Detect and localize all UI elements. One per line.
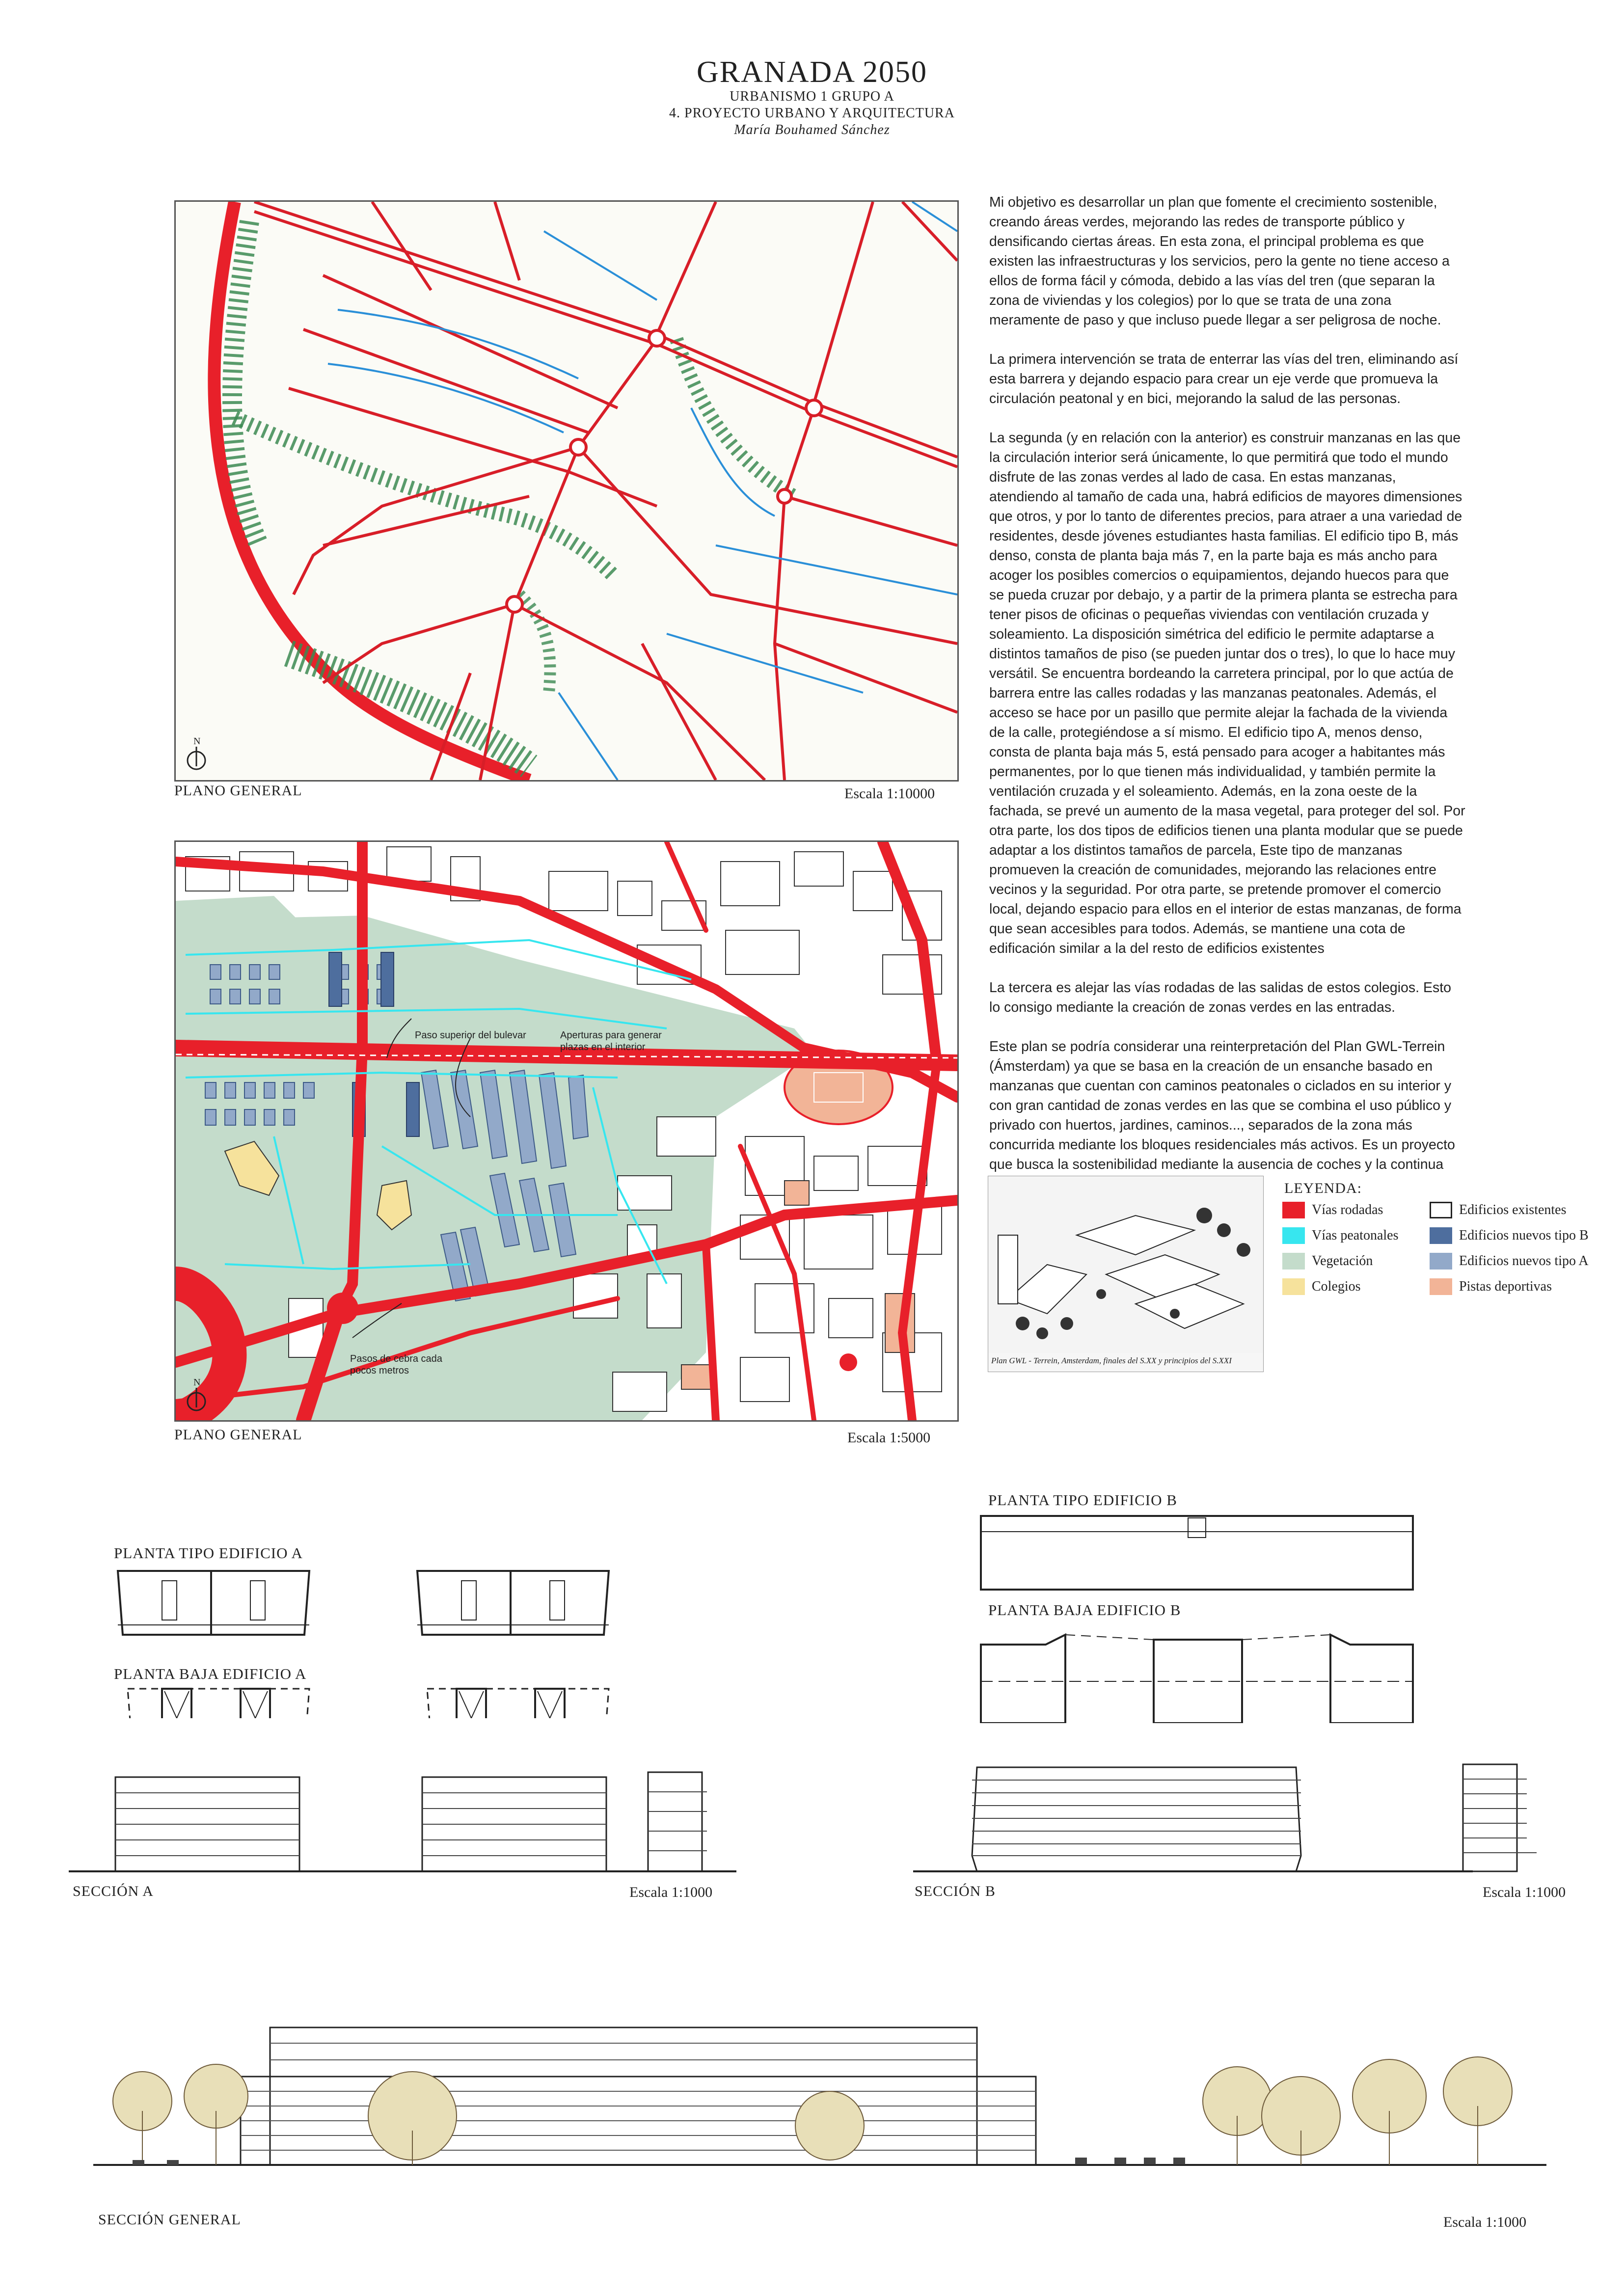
section-a-title: SECCIÓN A	[73, 1883, 154, 1899]
paragraph-4: La tercera es alejar las vías rodadas de las salidas de estos colegios. Esto lo consigo mediante la creación de zonas verdes en las entradas.	[989, 980, 1452, 1015]
legend-swatch-typeb	[1430, 1227, 1452, 1244]
section-general-title: SECCIÓN GENERAL	[98, 2212, 241, 2228]
legend-item-veg	[1282, 1253, 1399, 1270]
section-a-drawing	[69, 1767, 736, 1880]
legend-item-roads	[1282, 1202, 1399, 1218]
map-2-caption: PLANO GENERAL	[174, 1427, 302, 1443]
map-general-2	[174, 840, 959, 1422]
legend-label: Edificios nuevos tipo A	[1459, 1253, 1589, 1269]
map-2-scale: Escala 1:5000	[847, 1430, 931, 1446]
map-1-north-label: N	[193, 736, 201, 747]
legend-swatch-veg	[1282, 1253, 1305, 1270]
section-b-drawing	[913, 1762, 1473, 1880]
note-cebra-2: pocos metros	[350, 1365, 409, 1376]
map-1-scale: Escala 1:10000	[844, 785, 935, 802]
legend-item-typea	[1430, 1253, 1589, 1270]
legend-swatch-ped	[1282, 1227, 1305, 1244]
paragraph-3: La segunda (y en relación con la anterior) es construir manzanas en las que la circulación interior será únicamente, lo que permitirá que todo el mundo disfrute de las zonas verdes al lado de casa. En estas manzanas, atendiendo al tamaño de cada una, habrá edificios de mayores dimensiones que otros, y por lo tanto de diferentes precios, para atraer a una variedad de residentes, desde jóvenes estudiantes hasta familias. El edificio tipo B, más denso, consta de planta baja más 7, en la parte baja es más ancho para acoger los posibles comercios o equipamientos, dejando huecos para que se pueda cruzar por debajo, y a partir de la primera planta se estrecha para tener pisos de oficinas o pequeñas viviendas con ventilación cruzada y soleamiento. La disposición simétrica del edificio le permite adaptarse a distintos tamaños de piso (se pueden juntar dos o tres), lo que lo hace muy versátil. Se encuentra bordeando la carretera principal, por lo que actúa de barrera entre las calles rodadas y las manzanas peatonales. Además, el acceso se hace por un pasillo que permite alejar la fachada de la vivienda de la calle, protegiéndose a sí mismo. El edificio tipo A, menos denso, consta de planta baja más 5, está pensado para acoger a habitantes más permanentes, por lo que tienen más individualidad, y también permite la ventilación cruzada y el soleamiento. Además, en la zona oeste de la fachada, se prevé un aumento de la masa vegetal, para proteger del sol. Por otra parte, los dos tipos de edificios tienen una planta modular que se puede adaptar a los distintos tamaños de parcela, Este tipo de manzanas promueven la creación de comunidades, mejorando las relaciones entre vecinos y la seguridad. Por otra parte, se pretende promover el comercio local, dejando espacio para ellos en el interior de estas manzanas, de forma que sean accesibles para todos. Además, se mantiene una cota de edificación similar a la del resto de edificios existentes	[989, 430, 1465, 956]
legend-label: Edificios nuevos tipo B	[1459, 1228, 1589, 1243]
planta-baja-b-title: PLANTA BAJA EDIFICIO B	[988, 1601, 1181, 1619]
planta-tipo-b-title: PLANTA TIPO EDIFICIO B	[988, 1491, 1177, 1509]
planta-tipo-a-title: PLANTA TIPO EDIFICIO A	[114, 1544, 303, 1562]
section-general-scale: Escala 1:1000	[1443, 2214, 1527, 2230]
paragraph-2: La primera intervención se trata de enterrar las vías del tren, eliminando así esta barrera y dejando espacio para crear un eje verde que promueva la circulación peatonal y en bici, mejorando la salud de las personas.	[989, 351, 1459, 406]
note-aperturas-1: Aperturas para generar	[560, 1030, 662, 1041]
legend-col-1	[1282, 1202, 1399, 1295]
legend-item-typeb	[1430, 1227, 1589, 1244]
map-1-drawing	[176, 202, 957, 780]
paragraph-5: Este plan se podría considerar una reinterpretación del Plan GWL-Terrein (Ámsterdam) ya que se basa en la creación de un ensanche basado en manzanas que cuentan con caminos peatonales o ciclados en su interior y con gran cantidad de zonas verdes en las que se combina el uso público y privado con huertos, jardines, caminos..., separados de la zona más concurrida mediante los bloques residenciales más activos. Es un proyecto que busca la sostenibilidad mediante la ausencia de coches y la continua	[989, 1039, 1455, 1172]
map-general-1	[174, 200, 959, 782]
plans-building-a	[113, 1566, 614, 1718]
map-2-drawing	[176, 842, 957, 1420]
legend-label: Vegetación	[1312, 1253, 1373, 1269]
note-cebra-1: Pasos de cebra cada	[350, 1353, 442, 1364]
plans-building-b	[977, 1512, 1419, 1723]
map-2-north-label: N	[193, 1377, 201, 1388]
legend-swatch-schools	[1282, 1278, 1305, 1295]
description-text	[989, 192, 1465, 1214]
legend-item-existing	[1430, 1202, 1589, 1218]
legend-swatch-typea	[1430, 1253, 1452, 1270]
legend-item-ped	[1282, 1227, 1399, 1244]
page-title: GRANADA 2050	[696, 55, 928, 89]
paragraph-1: Mi objetivo es desarrollar un plan que fomente el crecimiento sostenible, creando áreas verdes, mejorando las redes de transporte público y densificando ciertas áreas. En esta zona, el principal problema es que existen las infraestructuras y los servicios, pero la gente no tiene acceso a ellos de forma fácil y cómoda, debido a las vías del tren (que separan la zona de viviendas y los colegios) por lo que se trata de una zona meramente de paso y que incluso puede llegar a ser peligrosa de noche.	[989, 194, 1450, 328]
section-b-cut	[1453, 1759, 1551, 1872]
subtitle-project: 4. PROYECTO URBANO Y ARQUITECTURA	[669, 106, 955, 121]
legend-col-2	[1430, 1202, 1589, 1295]
legend-label: Vías rodadas	[1312, 1202, 1383, 1217]
legend-label: Vías peatonales	[1312, 1228, 1399, 1243]
map-1-caption: PLANO GENERAL	[174, 783, 302, 799]
note-bulevar: Paso superior del bulevar	[415, 1030, 526, 1041]
section-general-drawing	[93, 2018, 1546, 2175]
legend-swatch-sports	[1430, 1278, 1452, 1295]
gwl-terrein-sketch	[988, 1176, 1264, 1372]
author: María Bouhamed Sánchez	[734, 122, 890, 137]
section-b-title: SECCIÓN B	[915, 1883, 996, 1899]
legend-swatch-existing	[1430, 1202, 1452, 1218]
subtitle-group: URBANISMO 1 GRUPO A	[730, 89, 894, 104]
legend-swatch-roads	[1282, 1202, 1305, 1218]
legend-label: Colegios	[1312, 1279, 1361, 1294]
legend-title: LEYENDA:	[1284, 1180, 1362, 1196]
planta-baja-a-title: PLANTA BAJA EDIFICIO A	[114, 1665, 307, 1682]
section-b-scale: Escala 1:1000	[1483, 1884, 1566, 1900]
sketch-caption: Plan GWL - Terrein, Amsterdam, finales del S.XX y principios del S.XXI	[991, 1356, 1232, 1365]
legend-label: Pistas deportivas	[1459, 1279, 1552, 1294]
legend-item-schools	[1282, 1278, 1399, 1295]
note-aperturas-2: plazas en el interior	[560, 1042, 646, 1053]
legend-label: Edificios existentes	[1459, 1202, 1567, 1217]
section-a-scale: Escala 1:1000	[629, 1884, 713, 1900]
legend-item-sports	[1430, 1278, 1589, 1295]
sketch-drawing	[988, 1176, 1263, 1353]
